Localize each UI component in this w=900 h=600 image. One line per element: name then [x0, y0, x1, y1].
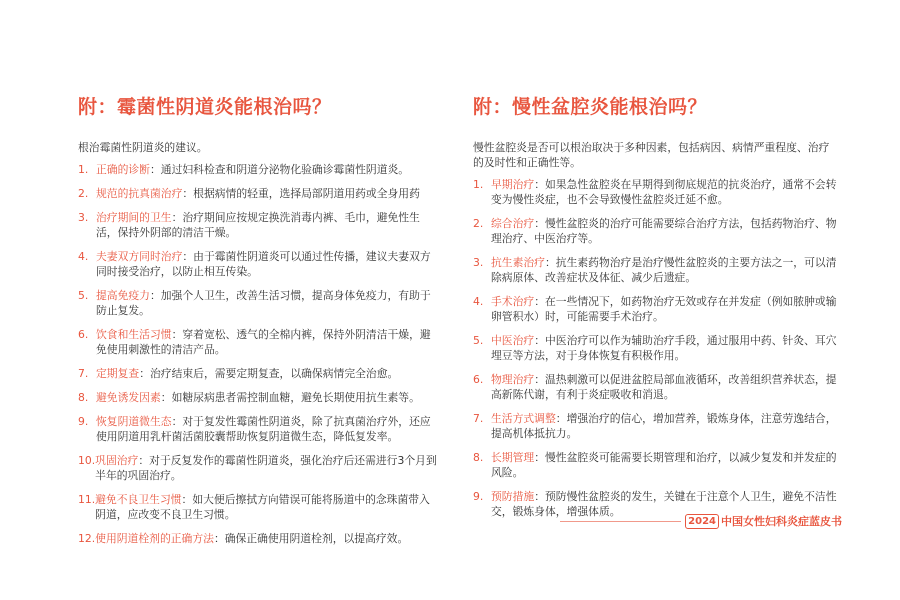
item-body [95, 453, 440, 483]
item-separator: ： [544, 256, 556, 269]
item-number: 3. [78, 211, 89, 224]
item-separator: ： [181, 493, 193, 506]
item-separator: ： [171, 211, 183, 224]
left-column [78, 92, 440, 555]
item-term: 抗生素治疗 [491, 256, 545, 269]
item-separator: ： [149, 289, 161, 302]
item-body [491, 372, 837, 402]
item-separator: ： [534, 451, 545, 464]
item-number: 5. [78, 289, 89, 302]
item-body [491, 333, 837, 363]
left-list [78, 162, 440, 546]
item-term: 定期复查 [96, 367, 140, 380]
item-separator: ： [534, 178, 545, 191]
item-body [96, 249, 440, 279]
item-term: 正确的诊断 [96, 163, 150, 176]
item-text: 根据病情的轻重，选择局部阴道用药或全身用药 [193, 187, 420, 200]
item-separator: ： [182, 187, 194, 200]
item-separator: ： [139, 367, 150, 380]
item-term: 夫妻双方同时治疗 [96, 250, 183, 263]
item-text: 慢性盆腔炎的治疗可能需要综合治疗方法，包括药物治疗、物理治疗、中医治疗等。 [491, 217, 837, 245]
list-item [78, 288, 440, 318]
item-body [96, 414, 440, 444]
item-body [491, 411, 837, 441]
right-column [473, 92, 837, 528]
item-text: 治疗结束后，需要定期复查，以确保病情完全治愈。 [149, 367, 399, 380]
item-separator: ： [555, 412, 567, 425]
item-number: 12. [78, 532, 96, 545]
item-term: 中医治疗 [491, 334, 535, 347]
item-text: 由于霉菌性阴道炎可以通过性传播，建议夫妻双方同时接受治疗，以防止相互传染。 [96, 250, 431, 278]
item-body [491, 216, 837, 246]
item-text: 在一些情况下，如药物治疗无效或存在并发症（例如脓肿或输卵管积水）时，可能需要手术治疗。 [491, 295, 837, 323]
item-text: 温热刺激可以促进盆腔局部血液循环，改善组织营养状态，提高新陈代谢，有利于炎症吸收和消退。 [491, 373, 837, 401]
item-term: 使用阴道栓剂的正确方法 [95, 532, 214, 545]
left-intro: 根治霉菌性阴道炎的建议。 [78, 141, 208, 154]
item-number: 2. [473, 217, 484, 230]
item-number: 10. [78, 454, 96, 467]
item-number: 9. [473, 490, 484, 503]
item-separator: ： [138, 454, 150, 467]
left-title: 附：霉菌性阴道炎能根治吗？ [78, 96, 332, 118]
item-text: 增强治疗的信心，增加营养，锻炼身体，注意劳逸结合，提高机体抵抗力。 [491, 412, 837, 440]
item-term: 综合治疗 [491, 217, 535, 230]
item-body [96, 366, 440, 381]
item-term: 规范的抗真菌治疗 [96, 187, 183, 200]
item-body [491, 294, 837, 324]
item-body [96, 162, 440, 177]
item-text: 预防慢性盆腔炎的发生，关键在于注意个人卫生，避免不洁性交，锻炼身体，增强体质。 [491, 490, 837, 518]
item-number: 6. [473, 373, 484, 386]
list-item [78, 210, 440, 240]
item-term: 恢复阴道微生态 [96, 415, 172, 428]
item-text: 如果急性盆腔炎在早期得到彻底规范的抗炎治疗，通常不会转变为慢性炎症，也不会导致慢性盆腔炎迁延不愈。 [491, 178, 837, 206]
item-number: 7. [473, 412, 484, 425]
item-term: 提高免疫力 [96, 289, 150, 302]
item-separator: ： [534, 217, 545, 230]
footer-title: 中国女性妇科炎症蓝皮书 [721, 515, 842, 528]
item-body [96, 390, 440, 405]
item-body [96, 288, 440, 318]
item-separator: ： [213, 532, 225, 545]
item-separator: ： [160, 391, 172, 404]
item-number: 1. [473, 178, 484, 191]
list-item [473, 411, 837, 441]
item-body [96, 327, 440, 357]
item-number: 7. [78, 367, 89, 380]
footer [560, 512, 842, 530]
item-text: 如糖尿病患者需控制血糖，避免长期使用抗生素等。 [171, 391, 420, 404]
item-body [95, 531, 440, 546]
item-separator: ： [171, 328, 183, 341]
item-term: 避免不良卫生习惯 [95, 493, 182, 506]
list-item [473, 216, 837, 246]
item-text: 穿着宽松、透气的全棉内裤，保持外阴清洁干燥，避免使用刺激性的清洁产品。 [96, 328, 431, 356]
list-item [78, 366, 440, 381]
list-item [78, 186, 440, 201]
item-body [96, 210, 440, 240]
list-item [473, 255, 837, 285]
item-term: 早期治疗 [491, 178, 535, 191]
item-separator: ： [171, 415, 183, 428]
item-separator: ： [534, 490, 545, 503]
item-term: 生活方式调整 [491, 412, 556, 425]
item-text: 确保正确使用阴道栓剂，以提高疗效。 [224, 532, 409, 545]
item-text: 加强个人卫生，改善生活习惯，提高身体免疫力，有助于防止复发。 [96, 289, 431, 317]
footer-divider [560, 521, 681, 522]
item-separator: ： [534, 373, 545, 386]
footer-year: 2024 [685, 514, 719, 529]
item-number: 8. [78, 391, 89, 404]
item-text: 慢性盆腔炎可能需要长期管理和治疗，以减少复发和并发症的风险。 [491, 451, 837, 479]
item-text: 治疗期间应按规定换洗消毒内裤、毛巾，避免性生活，保持外阴部的清洁干燥。 [96, 211, 420, 239]
list-item [78, 453, 440, 483]
item-text: 如大便后擦拭方向错误可能将肠道中的念珠菌带入阴道，应改变不良卫生习惯。 [95, 493, 430, 521]
item-number: 8. [473, 451, 484, 464]
item-separator: ： [149, 163, 161, 176]
item-term: 避免诱发因素 [96, 391, 161, 404]
item-separator: ： [182, 250, 194, 263]
item-body [491, 450, 837, 480]
item-body [96, 186, 440, 201]
list-item [473, 450, 837, 480]
item-number: 4. [78, 250, 89, 263]
item-term: 治疗期间的卫生 [96, 211, 172, 224]
item-text: 对于反复发作的霉菌性阴道炎，强化治疗后还需进行3个月到半年的巩固治疗。 [95, 454, 437, 482]
list-item [473, 177, 837, 207]
item-number: 3. [473, 256, 484, 269]
item-text: 中医治疗可以作为辅助治疗手段，通过服用中药、针灸、耳穴埋豆等方法，对于身体恢复有积极作用。 [491, 334, 837, 362]
item-number: 1. [78, 163, 89, 176]
list-item [78, 531, 440, 546]
item-body [491, 255, 837, 285]
item-separator: ： [534, 334, 545, 347]
list-item [78, 249, 440, 279]
item-term: 长期管理 [491, 451, 535, 464]
list-item [78, 414, 440, 444]
right-list [473, 177, 837, 519]
list-item [473, 372, 837, 402]
item-term: 巩固治疗 [95, 454, 139, 467]
item-term: 饮食和生活习惯 [96, 328, 172, 341]
item-number: 4. [473, 295, 484, 308]
item-text: 对于复发性霉菌性阴道炎，除了抗真菌治疗外，还应使用阴道用乳杆菌活菌胶囊帮助恢复阴道微生态，降低复发率。 [96, 415, 431, 443]
list-item [78, 327, 440, 357]
right-intro: 慢性盆腔炎是否可以根治取决于多种因素，包括病因、病情严重程度、治疗的及时性和正确性等。 [473, 141, 830, 169]
item-term: 手术治疗 [491, 295, 535, 308]
item-number: 11. [78, 493, 96, 506]
item-text: 通过妇科检查和阴道分泌物化验确诊霉菌性阴道炎。 [160, 163, 410, 176]
list-item [78, 492, 440, 522]
item-number: 9. [78, 415, 89, 428]
item-body [95, 492, 440, 522]
item-term: 预防措施 [491, 490, 535, 503]
list-item [473, 294, 837, 324]
right-title: 附：慢性盆腔炎能根治吗？ [473, 96, 708, 118]
item-term: 物理治疗 [491, 373, 535, 386]
item-number: 6. [78, 328, 89, 341]
item-body [491, 177, 837, 207]
list-item [473, 333, 837, 363]
item-number: 5. [473, 334, 484, 347]
item-text: 抗生素药物治疗是治疗慢性盆腔炎的主要方法之一，可以清除病原体、改善症状及体征、减少后遗症。 [491, 256, 837, 284]
list-item [78, 162, 440, 177]
item-number: 2. [78, 187, 89, 200]
item-separator: ： [534, 295, 545, 308]
list-item [78, 390, 440, 405]
